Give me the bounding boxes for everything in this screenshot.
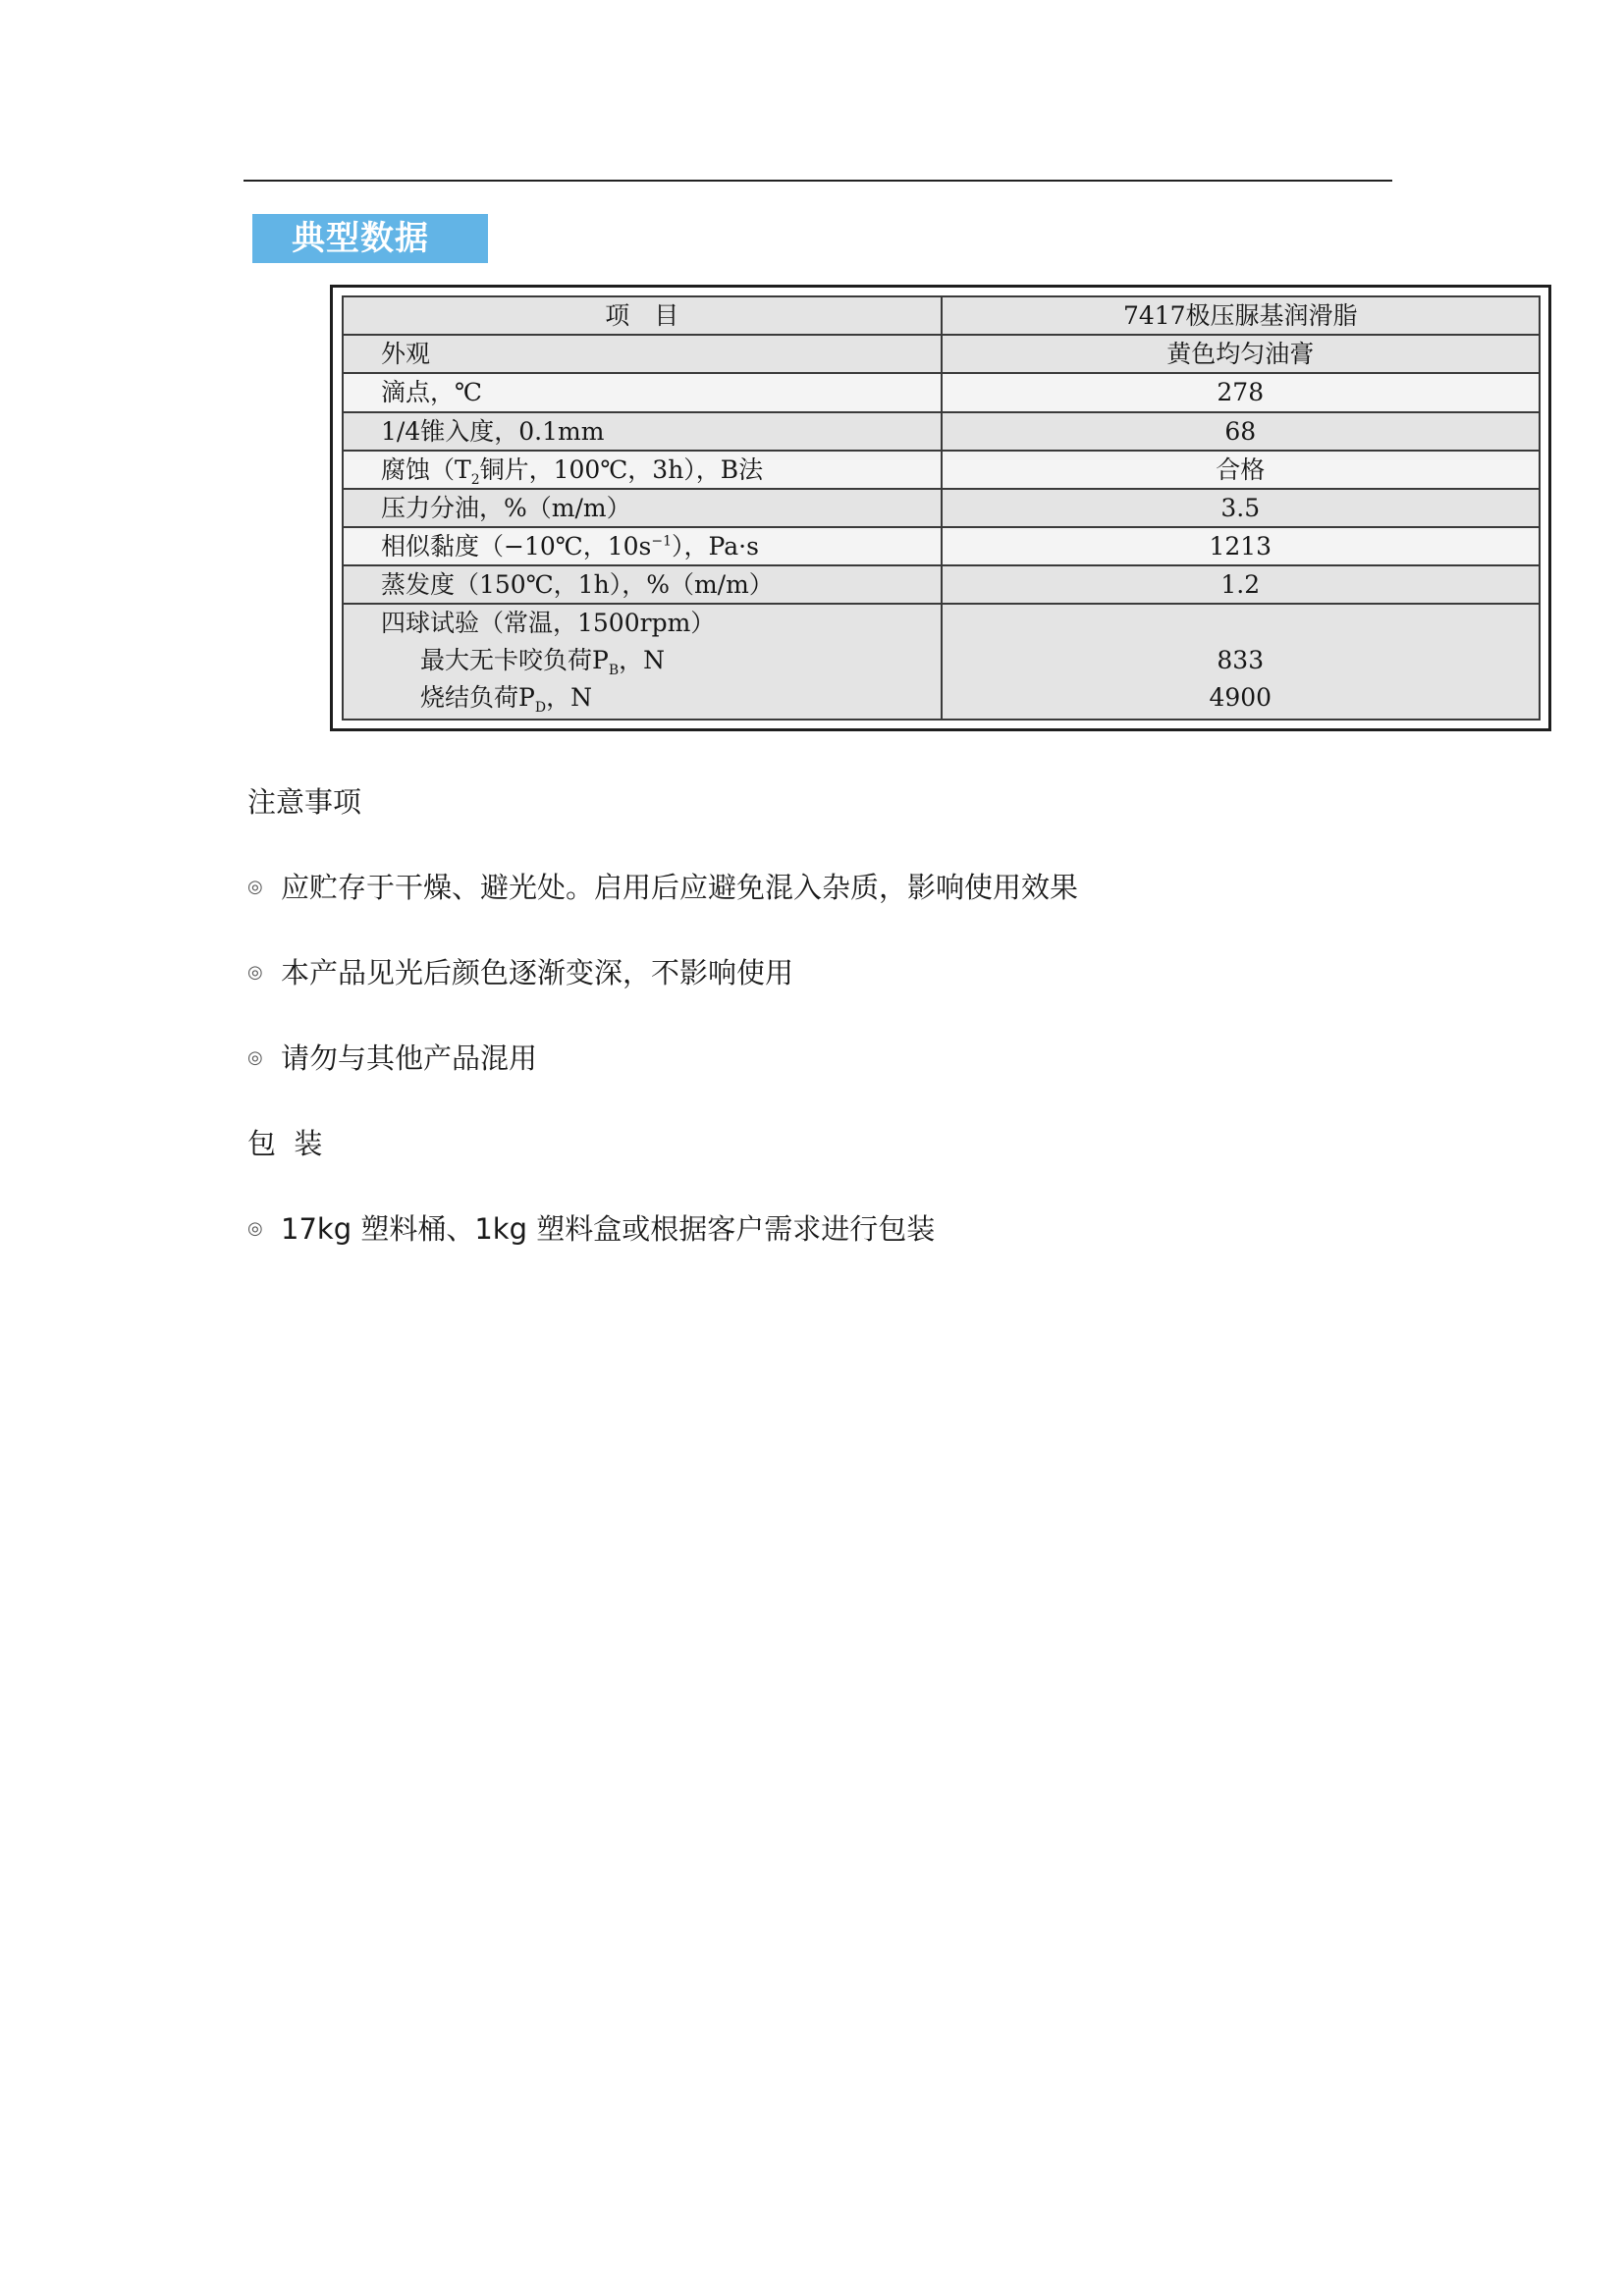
note-text: 本产品见光后颜色逐渐变深，不影响使用 <box>281 956 794 989</box>
row-item-four-ball <box>343 604 942 720</box>
section-title: 典型数据 <box>292 219 429 258</box>
table-row <box>343 451 1540 489</box>
pd-label-post: ，N <box>546 683 592 713</box>
row-value-viscosity: 1213 <box>942 527 1541 565</box>
note-text: 应贮存于干燥、避光处。启用后应避免混入杂质，影响使用效果 <box>281 871 1079 904</box>
table-row <box>343 489 1540 527</box>
row-item-evaporation: 蒸发度（150℃，1h），%（m/m） <box>343 565 942 604</box>
row-value-penetration: 68 <box>942 412 1541 451</box>
row-item-appearance: 外观 <box>343 335 942 373</box>
row-value-dropping-point: 278 <box>942 373 1541 411</box>
list-item <box>247 951 793 991</box>
row-value-appearance: 黄色均匀油膏 <box>942 335 1541 373</box>
top-divider <box>244 180 1392 182</box>
pd-label-pre: 烧结负荷P <box>420 683 535 713</box>
bullet-icon: ◎ <box>247 876 263 897</box>
table-row <box>343 373 1540 411</box>
pb-label-pre: 最大无卡咬负荷P <box>420 646 609 675</box>
table-row <box>343 527 1540 565</box>
corrosion-label-post: 铜片，100℃，3h），B法 <box>479 454 764 484</box>
notes-heading: 注意事项 <box>247 785 362 819</box>
row-value-evaporation: 1.2 <box>942 565 1541 604</box>
header-product: 7417极压脲基润滑脂 <box>942 296 1541 335</box>
viscosity-label-post: ），Pa·s <box>672 532 759 561</box>
section-title-banner <box>252 214 488 263</box>
row-value-four-ball <box>942 604 1541 720</box>
row-item-viscosity <box>343 527 942 565</box>
row-value-oil-separation: 3.5 <box>942 489 1541 527</box>
packaging-text: 17kg 塑料桶、1kg 塑料盒或根据客户需求进行包装 <box>281 1212 936 1246</box>
bullet-icon: ◎ <box>247 1046 263 1068</box>
row-item-corrosion <box>343 451 942 489</box>
row-item-dropping-point: 滴点，℃ <box>343 373 942 411</box>
packaging-heading: 包 装 <box>247 1127 323 1160</box>
four-ball-blank <box>943 605 1540 642</box>
row-value-corrosion: 合格 <box>942 451 1541 489</box>
four-ball-pd-label <box>381 679 941 717</box>
pb-label-post: ，N <box>619 646 666 675</box>
table-row <box>343 335 1540 373</box>
viscosity-label-pre: 相似黏度（−10℃，10s <box>381 532 652 561</box>
list-item <box>247 1037 537 1077</box>
four-ball-title: 四球试验（常温，1500rpm） <box>381 609 716 638</box>
note-text: 请勿与其他产品混用 <box>281 1041 538 1075</box>
table-row-four-ball <box>343 604 1540 720</box>
corrosion-label-pre: 腐蚀（T <box>381 454 471 484</box>
typical-data-table-frame <box>330 285 1551 731</box>
header-item: 项 目 <box>343 296 942 335</box>
typical-data-table <box>342 295 1541 721</box>
bullet-icon: ◎ <box>247 1217 263 1239</box>
bullet-icon: ◎ <box>247 961 263 983</box>
pd-label-sub: D <box>534 700 547 717</box>
four-ball-pd-value: 4900 <box>1209 683 1272 713</box>
corrosion-label-sub: 2 <box>470 471 480 488</box>
pb-label-sub: B <box>608 663 620 679</box>
list-item <box>247 866 1078 906</box>
list-item <box>247 1207 935 1248</box>
table-row <box>343 565 1540 604</box>
viscosity-label-sup: −1 <box>651 533 673 550</box>
row-item-penetration: 1/4锥入度，0.1mm <box>343 412 942 451</box>
four-ball-pb-label <box>381 642 941 679</box>
four-ball-pb-value: 833 <box>1217 646 1265 675</box>
table-header-row <box>343 296 1540 335</box>
table-row <box>343 412 1540 451</box>
row-item-oil-separation: 压力分油，%（m/m） <box>343 489 942 527</box>
